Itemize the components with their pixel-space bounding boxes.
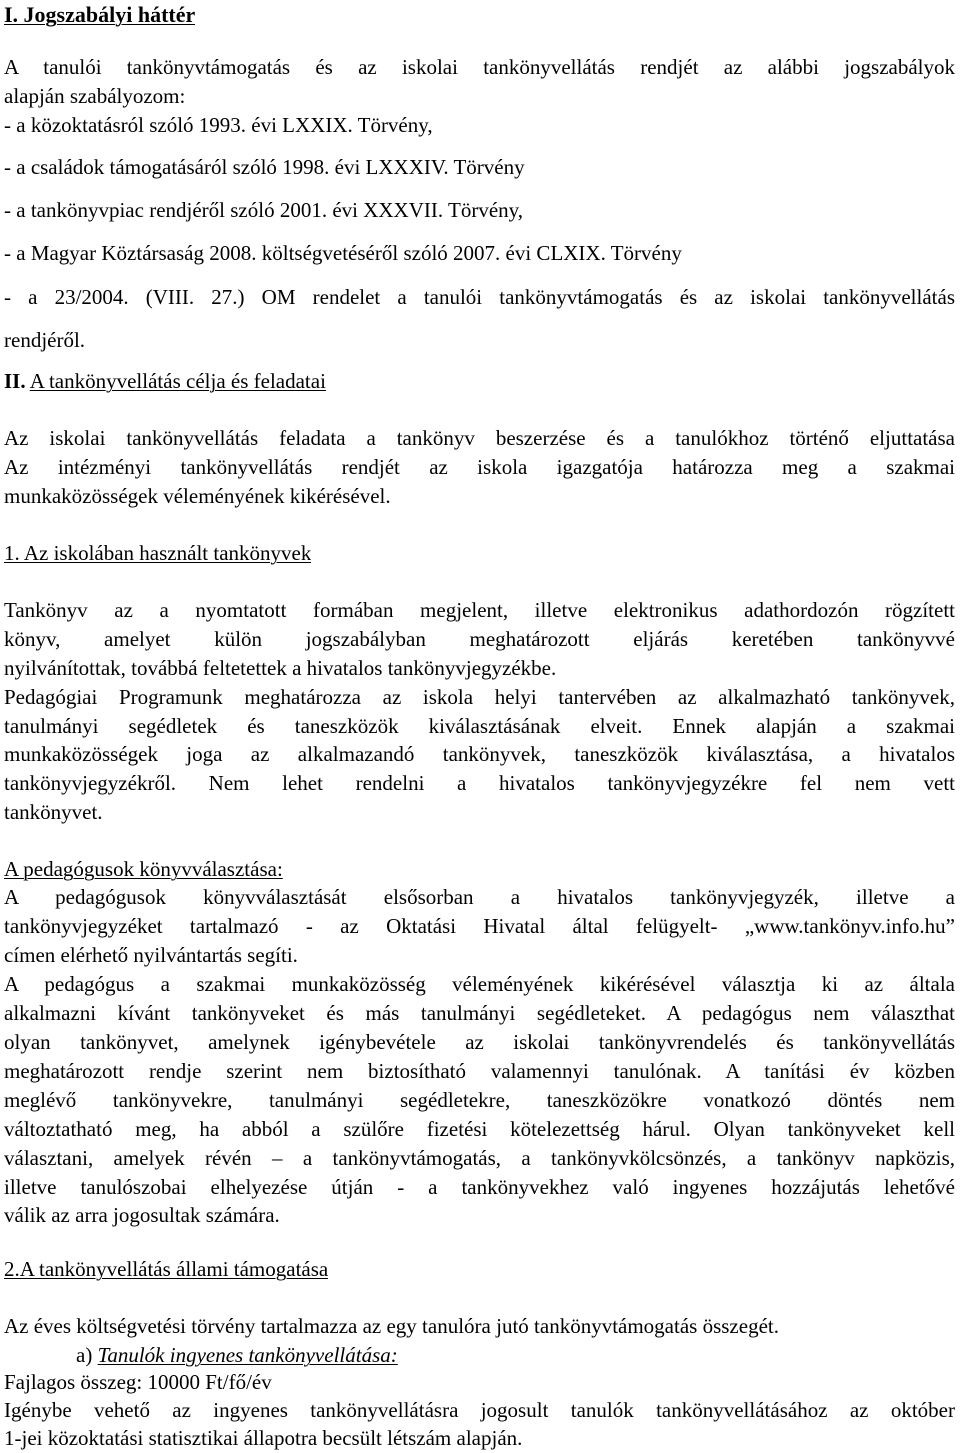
list-item-law: - a közoktatásról szóló 1993. évi LXXIX. Törvény, xyxy=(4,113,433,137)
heading-legal-background: I. Jogszabályi háttér xyxy=(4,2,196,27)
paragraph-line: Igénybe vehető az ingyenes tankönyvellátásra jogosult tanulók tankönyvellátásához az október xyxy=(4,1398,955,1422)
paragraph-line: választani, amelyek révén – a tankönyvtámogatás, a tankönyvkölcsönzés, a tankönyv napközis, xyxy=(4,1146,955,1170)
paragraph-line: tankönyvet. xyxy=(4,800,103,824)
paragraph-line: 1-jei közoktatási statisztikai állapotra becsült létszám alapján. xyxy=(4,1426,523,1450)
paragraph-line: alkalmazni kívánt tankönyveket és más tanulmányi segédleteket. A pedagógus nem választhat xyxy=(4,1001,955,1025)
paragraph-line: Tankönyv az a nyomtatott formában megjelent, illetve elektronikus adathordozón rögzített xyxy=(4,598,955,622)
paragraph-line: tankönyvjegyzéket tartalmazó - az Oktatási Hivatal által felügyelt- „www.tankönyv.info.hu” xyxy=(4,914,955,938)
paragraph-line: A pedagógusok könyvválasztását elsősorban a hivatalos tankönyvjegyzék, illetve a xyxy=(4,885,955,909)
list-item-title: Tanulók ingyenes tankönyvellátása: xyxy=(97,1343,398,1367)
paragraph-line: A pedagógus a szakmai munkaközösség véleményének kikérésével választja ki az általa xyxy=(4,972,955,996)
heading-text: A tankönyvellátás célja és feladatai xyxy=(29,369,326,393)
paragraph-line: tanulmányi segédletek és taneszközök kiválasztásának elveit. Ennek alapján a szakmai xyxy=(4,714,955,738)
paragraph-line: változtatható meg, ha abból a szülőre fizetési kötelezettség hárul. Olyan tankönyveket kell xyxy=(4,1117,955,1141)
list-item-law: - a tankönyvpiac rendjéről szóló 2001. évi XXXVII. Törvény, xyxy=(4,198,524,222)
list-item-law: - a 23/2004. (VIII. 27.) OM rendelet a tanulói tankönyvtámogatás és az iskolai tankönyvellátás xyxy=(4,285,955,309)
paragraph-line: Az intézményi tankönyvellátás rendjét az iskola igazgatója határozza meg a szakmai xyxy=(4,455,955,479)
paragraph-line: A tanulói tankönyvtámogatás és az iskolai tankönyvellátás rendjét az alábbi jogszabályok xyxy=(4,55,955,79)
paragraph-line: meghatározott rendje szerint nem biztosítható valamennyi tanulónak. A tanítási év közben xyxy=(4,1059,955,1083)
subheading-teacher-book-choice: A pedagógusok könyvválasztása: xyxy=(4,857,283,881)
paragraph-line: válik az arra jogosultak számára. xyxy=(4,1203,280,1227)
heading-number: II. xyxy=(4,369,26,393)
list-item-a xyxy=(76,1341,955,1370)
paragraph-line: címen elérhető nyilvántartás segíti. xyxy=(4,943,298,967)
paragraph-line: Fajlagos összeg: 10000 Ft/fő/év xyxy=(4,1370,272,1394)
paragraph-line: Az éves költségvetési törvény tartalmazza az egy tanulóra jutó tankönyvtámogatás összegét. xyxy=(4,1314,779,1338)
paragraph-line: tankönyvjegyzékről. Nem lehet rendelni a hivatalos tankönyvjegyzékre fel nem vett xyxy=(4,771,955,795)
heading-state-support: 2.A tankönyvellátás állami támogatása xyxy=(4,1257,329,1281)
paragraph-line: alapján szabályozom: xyxy=(4,84,186,108)
list-item-law: - a Magyar Köztársaság 2008. költségvetéséről szóló 2007. évi CLXIX. Törvény xyxy=(4,241,682,265)
paragraph-line: munkaközösségek véleményének kikérésével. xyxy=(4,484,391,508)
paragraph-line: olyan tankönyvet, amelynek igénybevétele az iskolai tankönyvrendelés és tankönyvellátás xyxy=(4,1030,955,1054)
paragraph-line: nyilvánítottak, továbbá feltetettek a hivatalos tankönyvjegyzékbe. xyxy=(4,656,557,680)
paragraph-line: könyv, amelyet külön jogszabályban meghatározott eljárás keretében tankönyvvé xyxy=(4,627,955,651)
list-item-law: - a családok támogatásáról szóló 1998. évi LXXXIV. Törvény xyxy=(4,155,525,179)
paragraph-line: munkaközösségek joga az alkalmazandó tankönyvek, taneszközök kiválasztása, a hivatalos xyxy=(4,742,955,766)
heading-purpose-and-tasks xyxy=(4,367,326,396)
list-item-law-continued: rendjéről. xyxy=(4,328,86,352)
list-item-marker: a) xyxy=(76,1343,93,1367)
heading-textbooks-used: 1. Az iskolában használt tankönyvek xyxy=(4,541,312,565)
paragraph-line: meglévő tankönyvekre, tanulmányi segédletekre, taneszközökre vonatkozó döntés nem xyxy=(4,1088,955,1112)
paragraph-line: illetve tanulószobai elhelyezése útján - a tankönyvekhez való ingyenes hozzájutás lehetővé xyxy=(4,1175,955,1199)
paragraph-line: Az iskolai tankönyvellátás feladata a tankönyv beszerzése és a tanulókhoz történő eljuttatása xyxy=(4,426,955,450)
paragraph-line: Pedagógiai Programunk meghatározza az iskola helyi tantervében az alkalmazható tankönyvek, xyxy=(4,685,955,709)
